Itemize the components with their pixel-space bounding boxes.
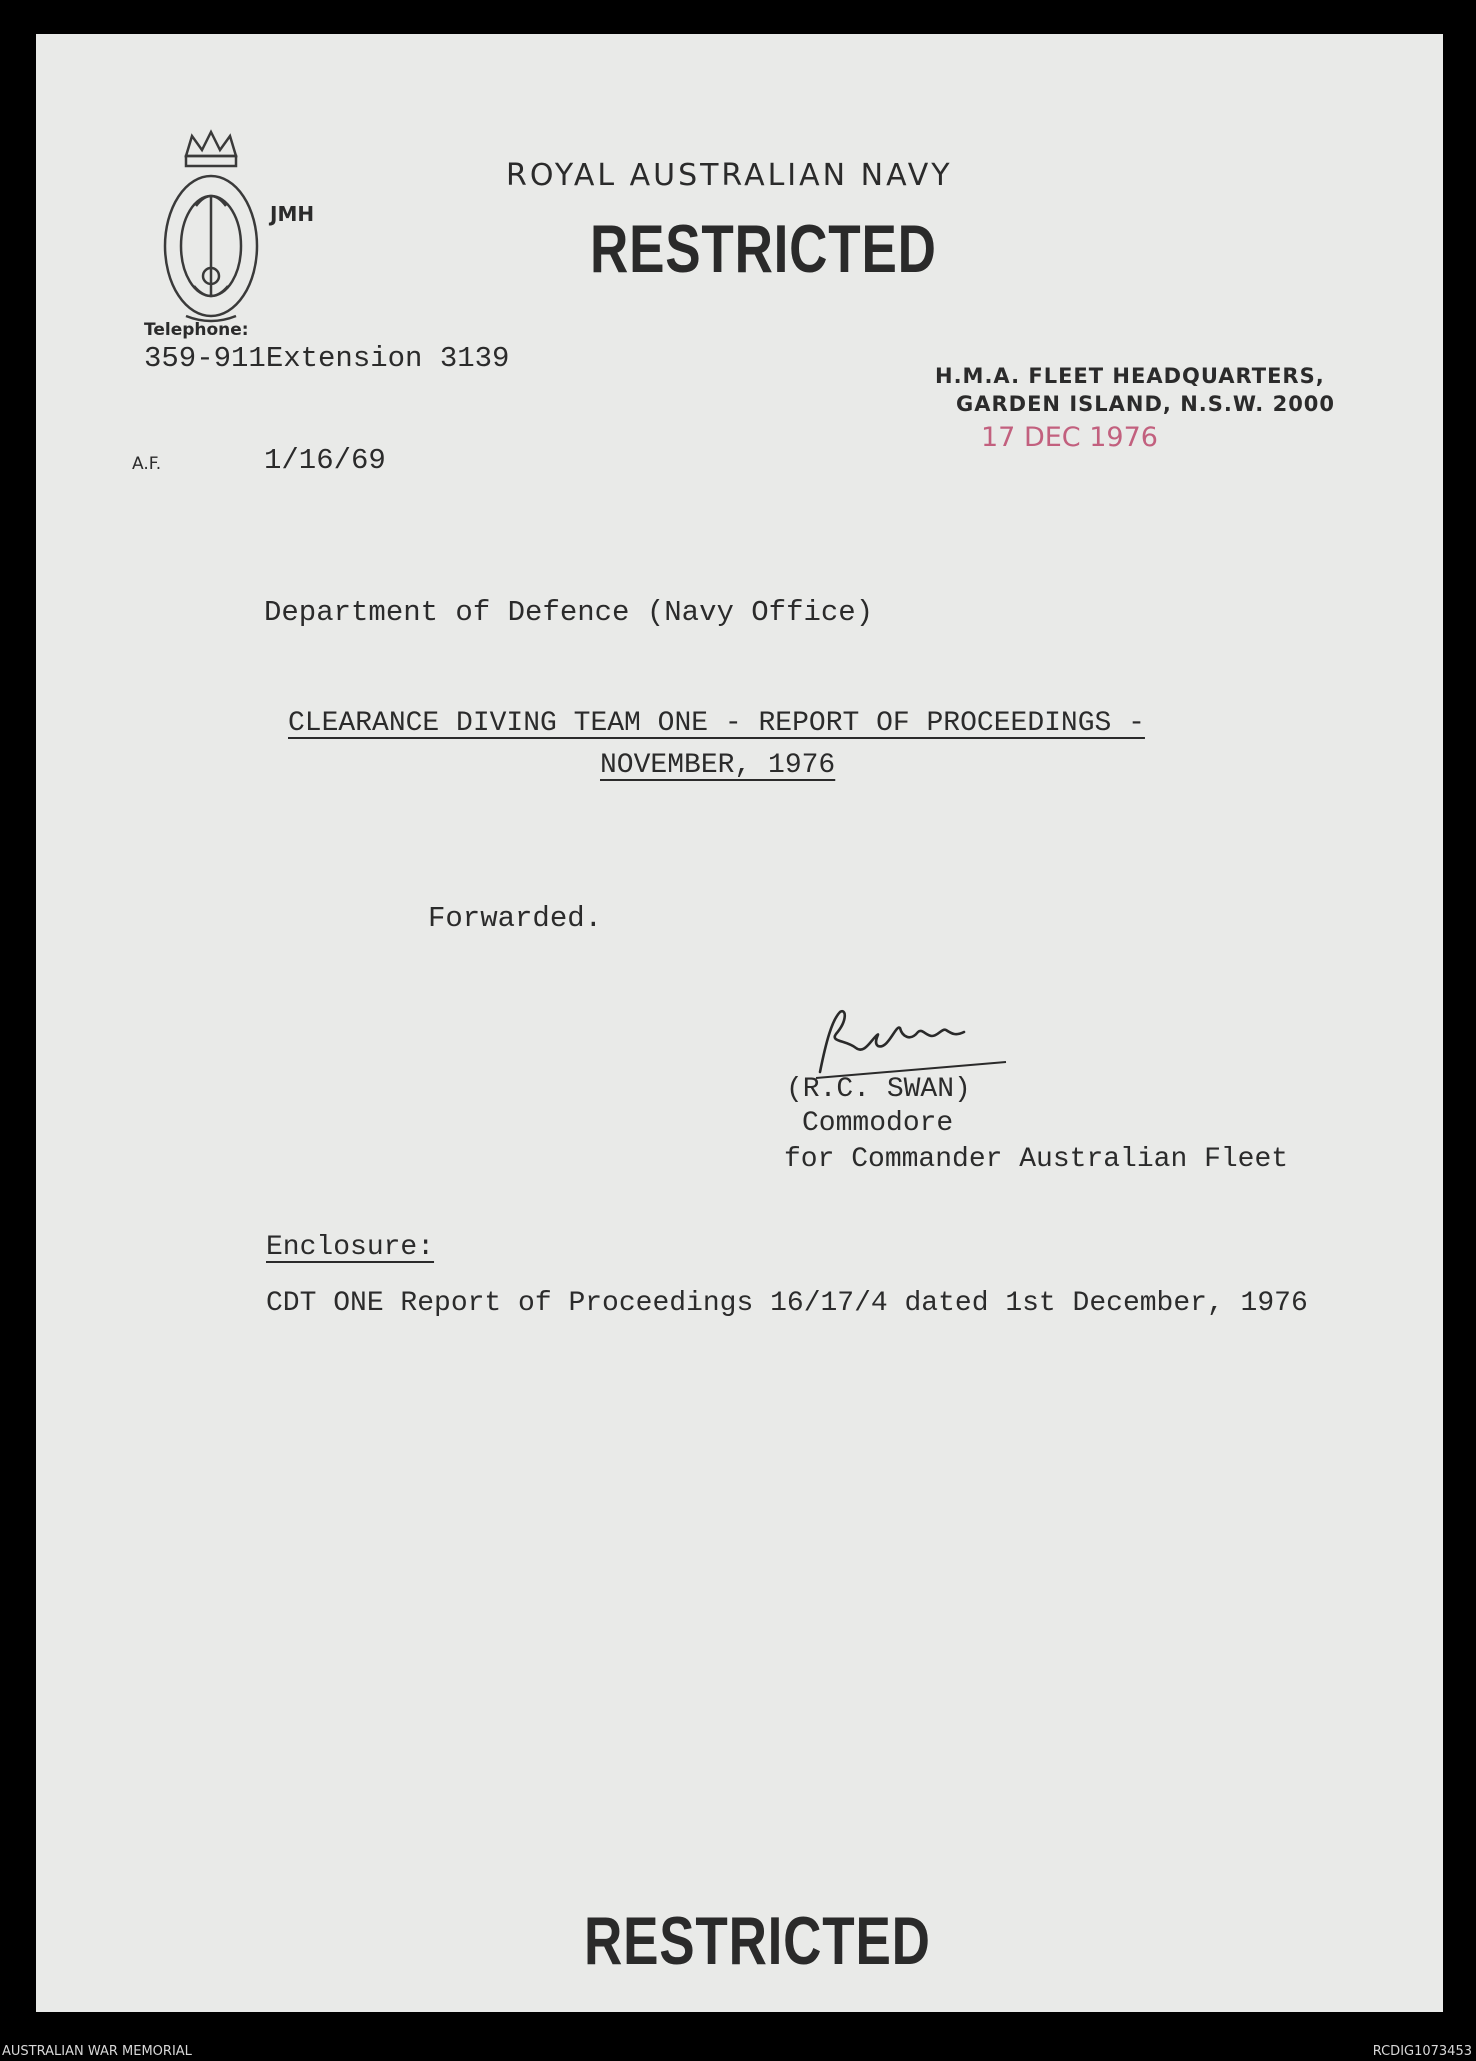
enclosure-description: CDT ONE Report of Proceedings 16/17/4 dated 1st December, 1976 [266,1288,1308,1319]
organization-heading: ROYAL AUSTRALIAN NAVY [506,158,953,193]
addressee: Department of Defence (Navy Office) [264,596,874,629]
telephone-value: 359-911Extension 3139 [144,342,510,375]
signatory-name: (R.C. SWAN) [786,1074,971,1105]
signatory-on-behalf: for Commander Australian Fleet [784,1144,1289,1175]
reference-number: 1/16/69 [264,444,386,477]
address-line-1: H.M.A. FLEET HEADQUARTERS, [935,364,1325,388]
archive-credit: AUSTRALIAN WAR MEMORIAL [2,2044,192,2059]
date-received-stamp: 17 DEC 1976 [981,422,1158,453]
enclosure-label: Enclosure: [266,1232,435,1263]
telephone-label: Telephone: [144,320,249,340]
handwritten-signature [806,1002,1016,1082]
address-line-2: GARDEN ISLAND, N.S.W. 2000 [956,392,1336,416]
subject-line-2: NOVEMBER, 1976 [600,750,836,781]
classification-top: RESTRICTED [590,211,937,287]
signatory-rank: Commodore [802,1108,954,1139]
navy-crest-emblem [156,126,266,326]
forwarded-text: Forwarded. [428,902,603,935]
subject-line-1: CLEARANCE DIVING TEAM ONE - REPORT OF PROCEEDINGS - [288,708,1145,739]
archive-identifier: RCDIG1073453 [1372,2044,1472,2059]
initials-stamp: JMH [270,202,315,226]
document-page [36,34,1443,2012]
classification-bottom: RESTRICTED [584,1903,931,1979]
reference-label: A.F. [132,454,162,474]
